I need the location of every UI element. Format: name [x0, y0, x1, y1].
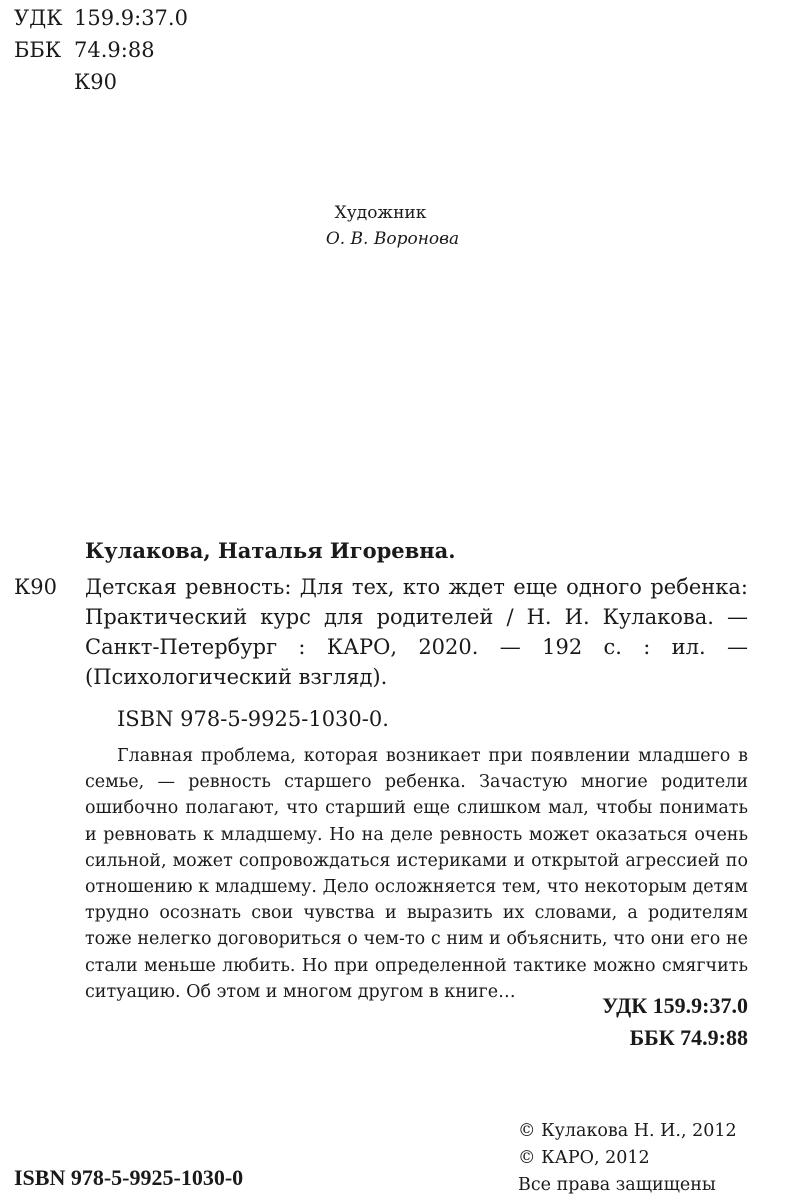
author-heading: Кулакова, Наталья Игоревна.: [85, 538, 456, 563]
udk-label: УДК: [14, 6, 63, 30]
bbk-label: ББК: [14, 38, 62, 62]
copyright-block: [518, 1118, 737, 1199]
udk-value: 159.9:37.0: [74, 6, 188, 30]
copyright-publisher: © КАРО, 2012: [518, 1148, 650, 1168]
catalog-classification: [602, 990, 748, 1054]
catalog-udk: УДК 159.9:37.0: [602, 993, 748, 1018]
copyright-author: © Кулакова Н. И., 2012: [518, 1121, 737, 1141]
book-annotation: Главная проблема, которая возникает при появлении младшего в семье, — ревность старшего ребенка. Зачастую многие родители ошибочно полагают, что старший еще слишком мал, чтобы понимать и ревновать к младшему. Но на деле ревность может оказаться очень сильной, может сопровождаться истериками и открытой агрессией по отношению к младшему. Дело осложняется тем, что некоторым детям трудно осознать свои чувства и выразить их словами, а родителям тоже нелегко договориться о чем-то с ним и объяснить, что они его не стали меньше любить. Но при определенной тактике можно смягчить ситуацию. Об этом и многом другом в книге…: [85, 746, 748, 1002]
artist-name: О. В. Воронова: [325, 229, 460, 249]
catalog-author-mark: К90: [14, 575, 57, 599]
catalog-bbk: ББК 74.9:88: [629, 1025, 748, 1050]
isbn-footer: ISBN 978-5-9925-1030-0: [14, 1165, 244, 1190]
bibliographic-description: Детская ревность: Для тех, кто ждет еще одного ребенка: Практический курс для родителей / Н. И. Кулакова. — Санкт-Петербург : КАРО, 2020. — 192 с. : ил. — (Психологический взгляд).: [85, 575, 748, 689]
artist-role: Художник: [334, 203, 427, 223]
rights-reserved: Все права защищены: [518, 1175, 716, 1195]
catalog-isbn: ISBN 978-5-9925-1030-0.: [117, 707, 389, 731]
bbk-value: 74.9:88: [74, 38, 155, 62]
udk-header-row: [14, 4, 188, 32]
author-mark-header: К90: [74, 70, 117, 94]
bbk-header-row: [14, 36, 155, 64]
